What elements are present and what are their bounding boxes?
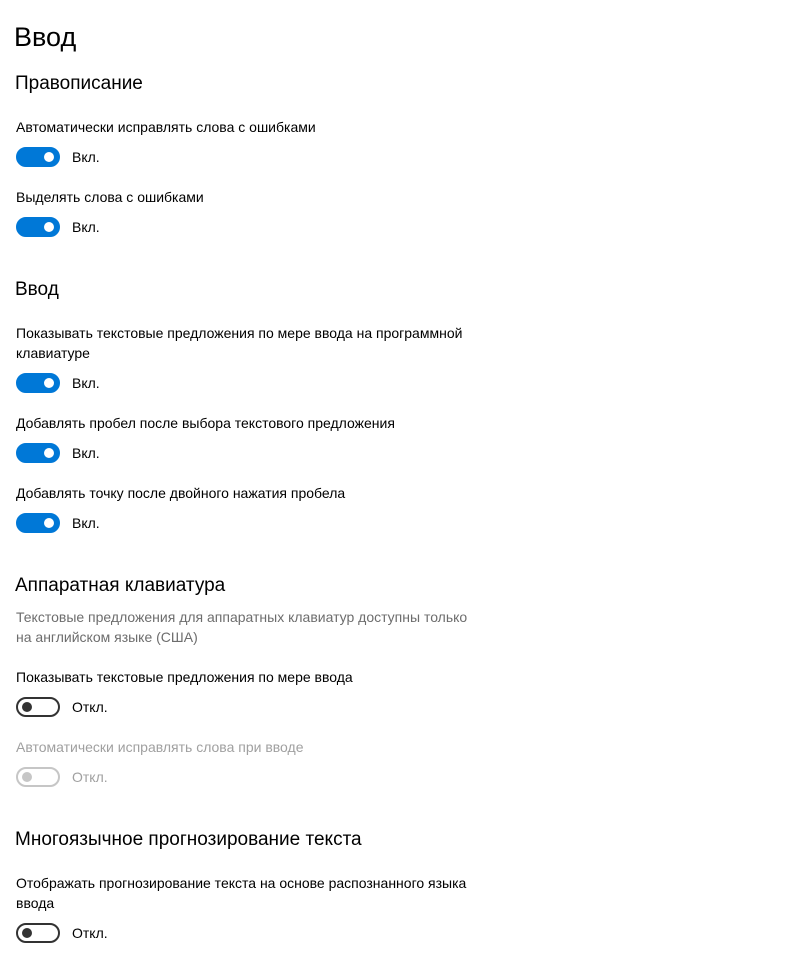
section-title-hardware-keyboard: Аппаратная клавиатура — [15, 575, 226, 596]
toggle-switch[interactable] — [16, 217, 60, 237]
toggle-state-label: Вкл. — [72, 149, 100, 165]
toggle-knob — [44, 222, 54, 232]
toggle-knob — [22, 928, 32, 938]
setting-label: Автоматически исправлять слова с ошибками — [16, 119, 316, 135]
toggle-state-label: Откл. — [72, 699, 108, 715]
setting-label: Показывать текстовые предложения по мере ввода — [16, 669, 353, 685]
toggle-switch[interactable] — [16, 443, 60, 463]
setting-label: Показывать текстовые предложения по мере ввода на программной клавиатуре — [16, 325, 463, 361]
setting-add-space-after-suggestion — [16, 413, 476, 463]
toggle-state-label: Вкл. — [72, 445, 100, 461]
toggle-knob — [22, 702, 32, 712]
toggle-state-label: Вкл. — [72, 515, 100, 531]
setting-hardware-show-suggestions — [16, 667, 476, 717]
setting-label: Отображать прогнозирование текста на основе распознанного языка ввода — [16, 875, 467, 911]
setting-hardware-autocorrect — [16, 737, 476, 787]
setting-label: Автоматически исправлять слова при вводе — [16, 739, 304, 755]
toggle-knob — [44, 152, 54, 162]
section-title-typing: Ввод — [15, 279, 59, 300]
setting-label: Выделять слова с ошибками — [16, 189, 204, 205]
hardware-keyboard-description: Текстовые предложения для аппаратных клавиатур доступны только на английском языке (США) — [16, 609, 468, 645]
setting-label: Добавлять пробел после выбора текстового предложения — [16, 415, 395, 431]
setting-show-suggestions-touch-keyboard — [16, 323, 476, 393]
toggle-knob — [44, 518, 54, 528]
toggle-switch[interactable] — [16, 513, 60, 533]
setting-add-period-double-space — [16, 483, 476, 533]
setting-autocorrect-misspelled — [16, 117, 476, 167]
toggle-switch[interactable] — [16, 147, 60, 167]
toggle-row — [16, 513, 476, 533]
toggle-switch[interactable] — [16, 923, 60, 943]
section-title-spelling: Правописание — [15, 73, 143, 94]
toggle-row — [16, 217, 476, 237]
toggle-state-label: Вкл. — [72, 219, 100, 235]
setting-label: Добавлять точку после двойного нажатия пробела — [16, 485, 346, 501]
toggle-row — [16, 697, 476, 717]
toggle-row — [16, 373, 476, 393]
toggle-row — [16, 767, 476, 787]
section-title-multilingual: Многоязычное прогнозирование текста — [15, 829, 362, 850]
toggle-switch[interactable] — [16, 697, 60, 717]
toggle-knob — [44, 378, 54, 388]
toggle-row — [16, 443, 476, 463]
page-title: Ввод — [14, 22, 77, 52]
toggle-state-label: Откл. — [72, 769, 108, 785]
setting-highlight-misspelled — [16, 187, 476, 237]
toggle-state-label: Откл. — [72, 925, 108, 941]
toggle-row — [16, 147, 476, 167]
setting-multilingual-prediction — [16, 873, 476, 943]
toggle-knob — [22, 772, 32, 782]
toggle-state-label: Вкл. — [72, 375, 100, 391]
toggle-switch[interactable] — [16, 373, 60, 393]
toggle-row — [16, 923, 476, 943]
toggle-knob — [44, 448, 54, 458]
toggle-switch-disabled — [16, 767, 60, 787]
